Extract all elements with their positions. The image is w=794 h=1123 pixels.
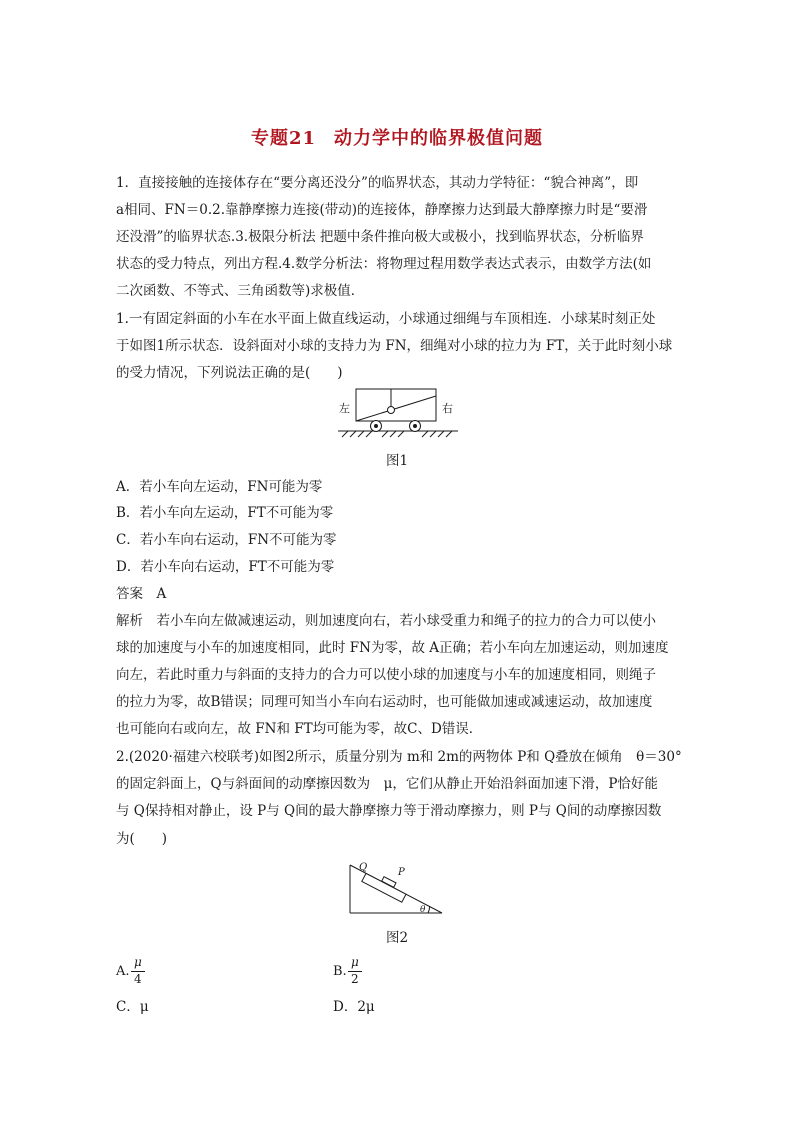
question-1-analysis-line: 也可能向右或向左，故 FN和 FT均可能为零，故C、D错误． xyxy=(116,721,483,737)
question-1-analysis-line: 的拉力为零，故B错误；同理可知当小车向右运动时，也可能做加速或减速运动，故加速度 xyxy=(116,694,653,710)
intro-line: a相同、FN＝0.2.靠静摩擦力连接(带动)的连接体，静摩擦力达到最大静摩擦力时是“要滑 xyxy=(116,202,648,218)
question-1-option-b: B．若小车向左运动，FT不可能为零 xyxy=(116,505,334,521)
question-1-answer: 答案 A xyxy=(116,586,167,602)
intro-line: 还没滑”的临界状态.3.极限分析法 把题中条件推向极大或极小，找到临界状态，分析临界 xyxy=(116,229,644,245)
question-2-line: 2.(2020·福建六校联考)如图2所示，质量分别为 m和 2m的两物体 P和 Q叠放在倾角 θ＝30° xyxy=(116,749,682,765)
option-a-label: A. xyxy=(116,964,130,979)
option-a-denominator: 4 xyxy=(134,972,142,986)
question-1-line: 的受力情况，下列说法正确的是( ) xyxy=(116,365,343,381)
question-1-line: 于如图1所示状态．设斜面对小球的支持力为 FN，细绳对小球的拉力为 FT，关于此时刻小球 xyxy=(116,338,673,354)
intro-line: 二次函数、不等式、三角函数等)求极值． xyxy=(116,283,365,299)
figure-2-p-label: P xyxy=(398,867,405,878)
figure-1-left-label: 左 xyxy=(339,402,350,415)
question-2-option-a xyxy=(116,955,156,989)
intro-line: 状态的受力特点，列出方程.4.数学分析法：将物理过程用数学表达式表示，由数学方法(如 xyxy=(116,256,652,272)
question-1-option-c: C．若小车向右运动，FN不可能为零 xyxy=(116,532,337,548)
question-1-line: 1.一有固定斜面的小车在水平面上做直线运动，小球通过细绳与车顶相连．小球某时刻正处 xyxy=(116,311,656,327)
question-2-line: 与 Q保持相对静止，设 P与 Q间的最大静摩擦力等于滑动摩擦力，则 P与 Q间的动摩擦因数 xyxy=(116,803,662,819)
option-b-label: B. xyxy=(333,964,347,979)
figure-2-caption: 图2 xyxy=(385,930,409,946)
question-2-line: 为( ) xyxy=(116,831,168,847)
option-b-numerator: μ xyxy=(351,955,359,969)
figure-1-right-label: 右 xyxy=(442,402,453,415)
question-2-option-d: D．2μ xyxy=(333,999,375,1015)
figure-2-q-label: Q xyxy=(359,862,368,873)
page-title xyxy=(0,124,794,150)
question-2-option-c: C．μ xyxy=(116,999,149,1015)
question-1-option-d: D．若小车向右运动，FT不可能为零 xyxy=(116,559,335,575)
question-1-analysis-line: 向左，若此时重力与斜面的支持力的合力可以使小球的加速度与小车的加速度相同，则绳子 xyxy=(116,667,656,683)
question-1-option-a: A．若小车向左运动，FN可能为零 xyxy=(116,479,323,495)
option-b-denominator: 2 xyxy=(351,972,359,986)
figure-2-incline xyxy=(344,858,448,916)
question-1-analysis-line: 球的加速度与小车的加速度相同，此时 FN为零，故 A正确；若小车向左加速运动，则加速度 xyxy=(116,640,669,656)
figure-2-angle-label: θ xyxy=(420,905,426,915)
question-2-line: 的固定斜面上，Q与斜面间的动摩擦因数为 μ，它们从静止开始沿斜面加速下滑，P恰好能 xyxy=(116,776,658,792)
intro-line: 1．直接接触的连接体存在“要分离还没分”的临界状态，其动力学特征：“貌合神离”，即 xyxy=(116,175,639,191)
title-text: 动力学中的临界极值问题 xyxy=(334,128,544,149)
question-2-option-b xyxy=(333,955,373,989)
question-1-analysis-line: 解析 若小车向左做减速运动，则加速度向右，若小球受重力和绳子的拉力的合力可以使小 xyxy=(116,613,656,629)
figure-1-cart xyxy=(336,384,460,440)
figure-1-caption: 图1 xyxy=(385,453,409,469)
option-a-numerator: μ xyxy=(134,955,142,969)
title-number: 专题21 xyxy=(250,128,317,149)
